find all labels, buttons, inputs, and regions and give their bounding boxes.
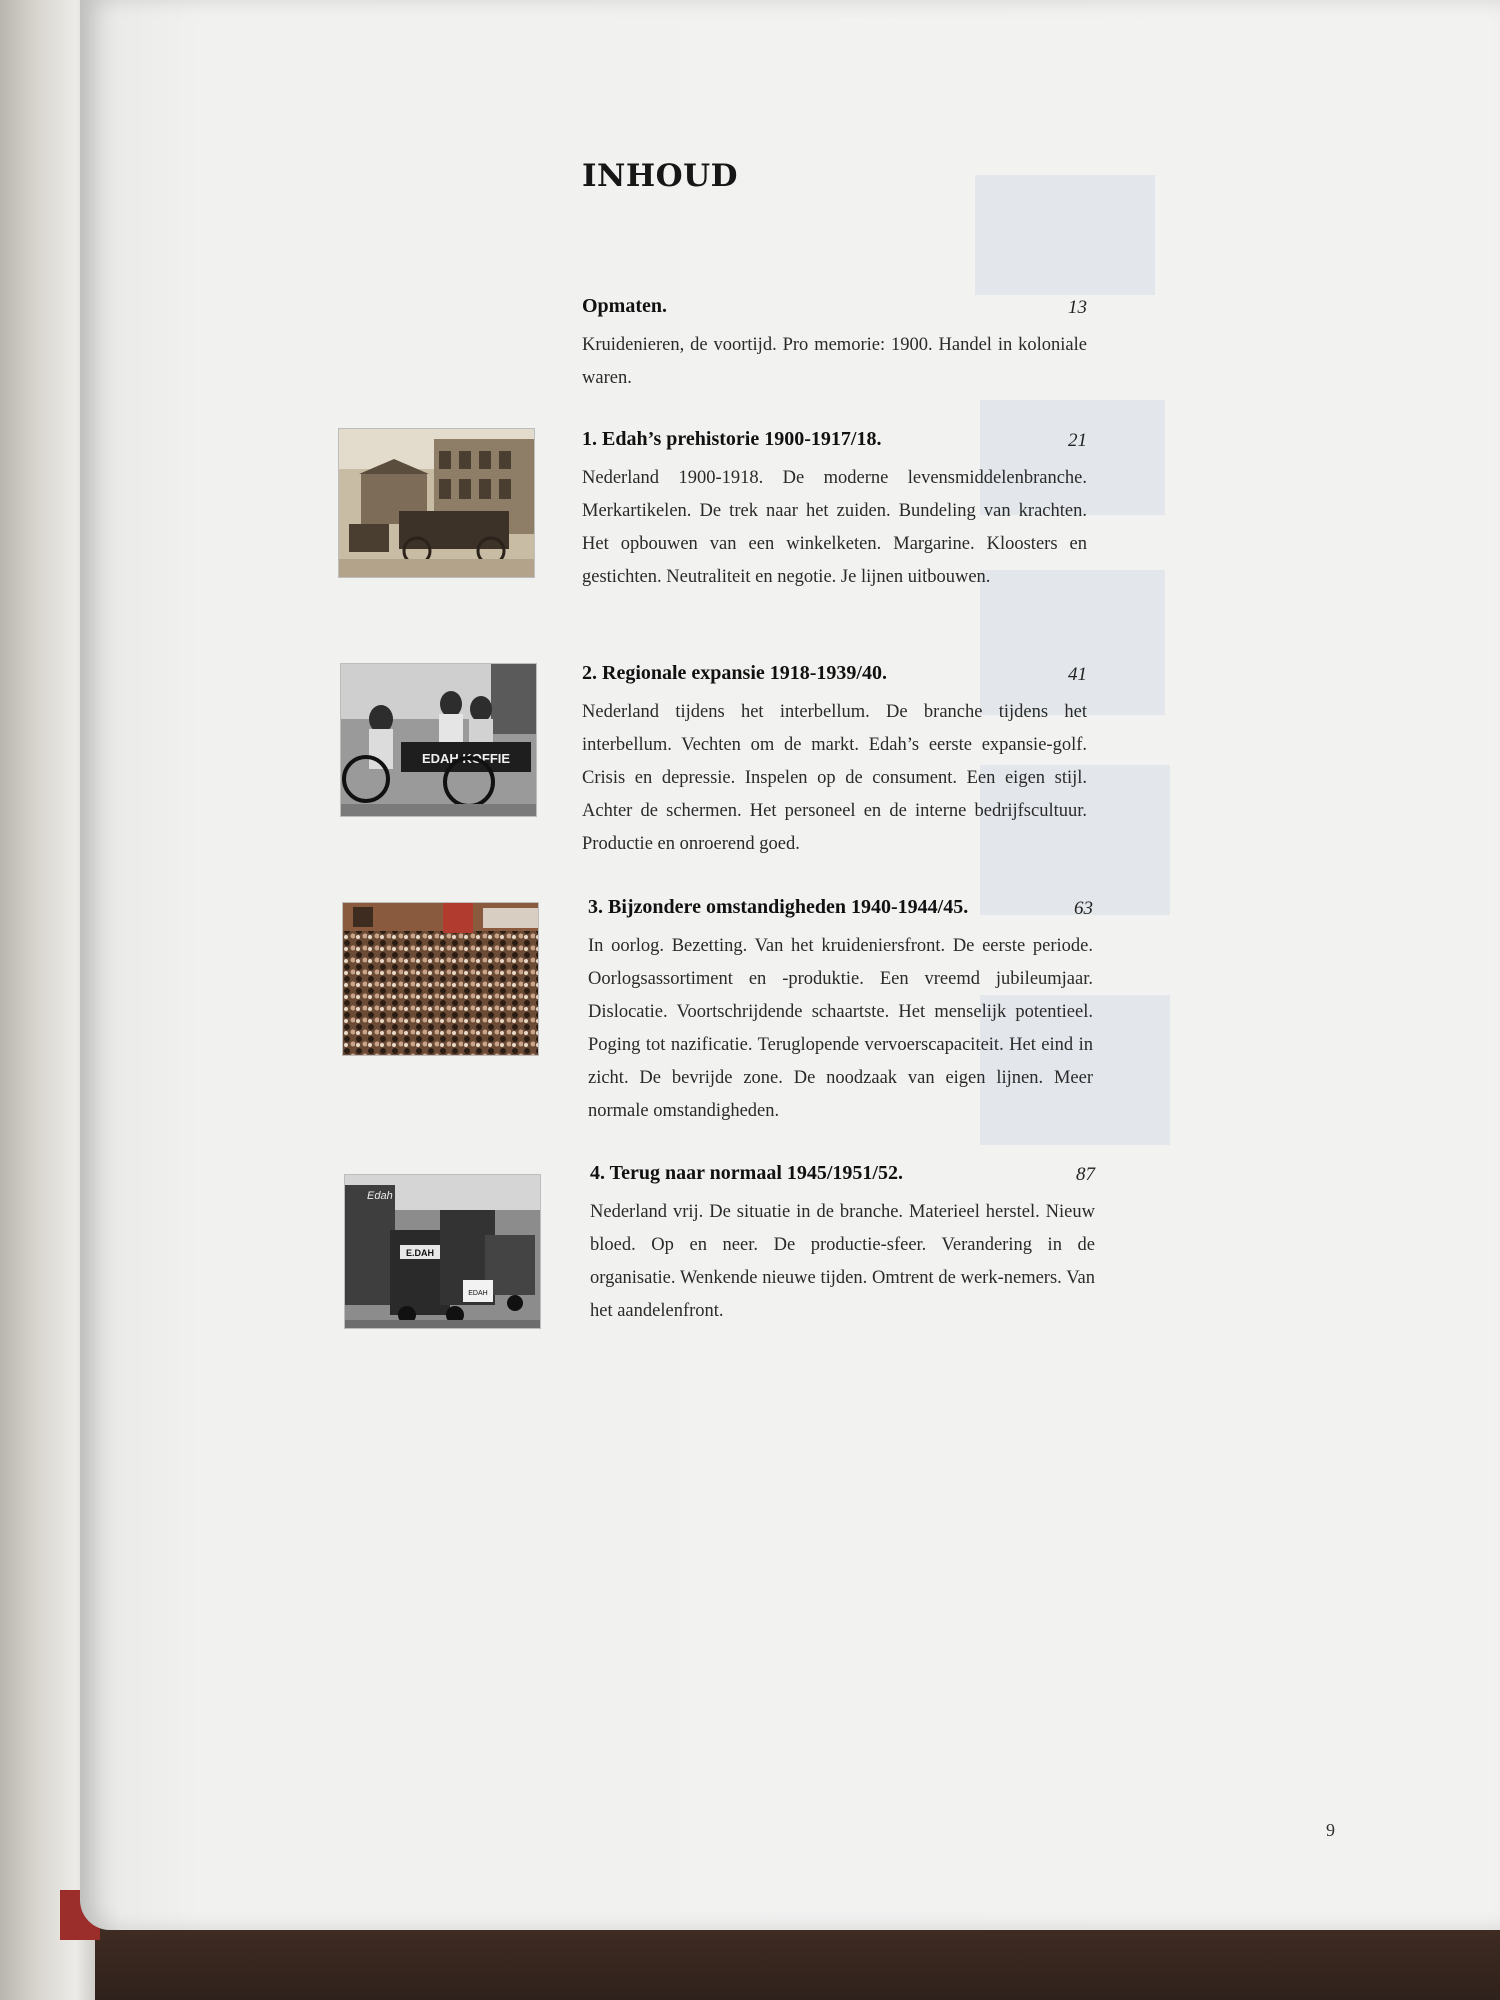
toc-entry-description: In oorlog. Bezetting. Van het kruideniersfront. De eerste periode. Oorlogsassortiment en -produktie. Een vreemd jubileumjaar. Dislocatie. Voortschrijdende schaartste. Het menselijk potentieel. Poging tot nazificatie. Teruglopende vervoerscapaciteit. Het eind in zicht. De bevrijde zone. De noodzaak van eigen lijnen. Meer normale omstandigheden. xyxy=(588,936,1093,1121)
cart-sign-text: EDAH KOFFIE xyxy=(421,751,511,766)
toc-entry-header xyxy=(582,662,1087,696)
page-title: INHOUD xyxy=(582,158,739,194)
toc-entry-title: Opmaten. xyxy=(582,295,667,317)
van-sign-text: E.DAH xyxy=(405,1248,435,1258)
show-through-block xyxy=(975,175,1155,295)
toc-entry xyxy=(582,295,1087,395)
photo-historic-shopfront xyxy=(338,428,535,578)
toc-entry xyxy=(588,896,1093,1128)
page-number: 9 xyxy=(1326,1820,1335,1840)
toc-entry-description: Kruidenieren, de voortijd. Pro memorie: 1900. Handel in koloniale waren. xyxy=(582,335,1087,388)
toc-entry-title: 4. Terug naar normaal 1945/1951/52. xyxy=(590,1162,903,1184)
toc-entry-header xyxy=(590,1162,1095,1196)
toc-entry-header xyxy=(582,428,1087,462)
toc-entry-header xyxy=(588,896,1093,930)
photo-edah-koffie-cart xyxy=(340,663,537,817)
toc-entry-description: Nederland vrij. De situatie in de branche. Materieel herstel. Nieuw bloed. Op en neer. De productie-sfeer. Verandering in de organisatie. Wenkende nieuwe tijden. Omtrent de werk-nemers. Van het aandelenfront. xyxy=(590,1202,1095,1321)
van-sign-text: Edah xyxy=(367,1190,393,1202)
toc-entry-title: 3. Bijzondere omstandigheden 1940-1944/45. xyxy=(588,896,969,918)
toc-entry xyxy=(582,662,1087,861)
toc-entry xyxy=(582,428,1087,594)
toc-entry-page: 63 xyxy=(1074,898,1093,919)
toc-entry-header xyxy=(582,295,1087,329)
toc-entry-page: 13 xyxy=(1068,297,1087,318)
toc-entry xyxy=(590,1162,1095,1328)
van-sign-text: EDAH xyxy=(468,1290,488,1297)
toc-entry-description: Nederland tijdens het interbellum. De branche tijdens het interbellum. Vechten om de markt. Edah’s eerste expansie-golf. Crisis en depressie. Inspelen op de consument. Een eigen stijl. Achter de schermen. Het personeel en de interne bedrijfscultuur. Productie en onroerend goed. xyxy=(582,702,1087,854)
toc-entry-page: 87 xyxy=(1076,1164,1095,1185)
photo-crowd-liberation xyxy=(342,902,539,1056)
toc-entry-page: 41 xyxy=(1068,664,1087,685)
toc-entry-title: 1. Edah’s prehistorie 1900-1917/18. xyxy=(582,428,882,450)
photo-edah-delivery-vans xyxy=(344,1174,541,1329)
toc-entry-description: Nederland 1900-1918. De moderne levensmiddelenbranche. Merkartikelen. De trek naar het zuiden. Bundeling van krachten. Het opbouwen van een winkelketen. Margarine. Kloosters en gestichten. Neutraliteit en negotie. Je lijnen uitbouwen. xyxy=(582,468,1087,587)
toc-entry-page: 21 xyxy=(1068,430,1087,451)
toc-entry-title: 2. Regionale expansie 1918-1939/40. xyxy=(582,662,887,684)
